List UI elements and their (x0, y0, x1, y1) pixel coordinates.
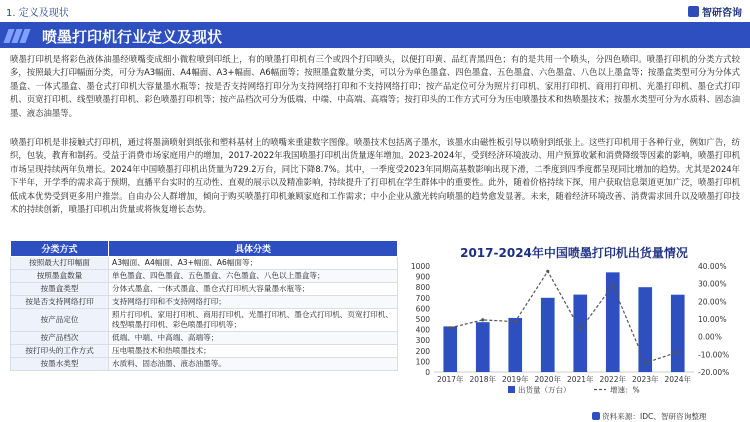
y-tick-label: 100 (415, 357, 430, 367)
legend-bar-label: 出货量（万台） (518, 385, 571, 395)
bar (541, 298, 555, 372)
bar (606, 272, 620, 372)
y-tick-label: 800 (415, 283, 430, 293)
x-tick-label: 2017年 (436, 375, 464, 384)
y2-tick-label: -10.00% (698, 350, 730, 360)
x-tick-label: 2021年 (566, 375, 594, 384)
growth-point (676, 350, 679, 353)
y-tick-label: 200 (415, 346, 430, 356)
table-header: 具体分类 (109, 241, 398, 257)
growth-point (449, 326, 452, 329)
x-tick-label: 2018年 (469, 375, 497, 384)
table-cell-value: 水质料、固态油墨、液态油墨等。 (109, 358, 398, 371)
y-tick-label: 700 (415, 293, 430, 303)
title-bar (0, 22, 750, 48)
growth-point (481, 318, 484, 321)
table-row (11, 283, 398, 296)
table-header: 分类方式 (11, 241, 109, 257)
x-tick-label: 2020年 (534, 375, 562, 384)
table-cell-category: 按产品定位 (11, 309, 109, 332)
page-title: 喷墨打印机行业定义及现状 (42, 28, 223, 46)
y-tick-label: 400 (415, 325, 430, 335)
table-cell-category: 按墨水类型 (11, 358, 109, 371)
brand-logo (688, 4, 742, 19)
y-tick-label: 300 (415, 336, 430, 346)
table-row (11, 270, 398, 283)
x-tick-label: 2023年 (631, 375, 659, 384)
legend-bar-swatch (508, 386, 515, 393)
brand-name: 智研咨询 (702, 8, 742, 19)
y-tick-label: 500 (415, 315, 430, 324)
bar (476, 322, 490, 372)
growth-point (644, 361, 647, 364)
table-cell-category: 按照最大打印幅面 (11, 257, 109, 270)
bar (671, 295, 685, 372)
table-cell-value: 支持网络打印和不支持网络打印； (109, 296, 398, 309)
growth-point (579, 328, 582, 331)
table-cell-value: 照片打印机、家用打印机、商用打印机、光墨打印机、墨仓式打印机、页宽打印机、线型喷墨打印机、彩色喷墨打印机等； (109, 309, 398, 332)
table-cell-category: 按墨盒类型 (11, 283, 109, 296)
y-tick-label: 1000 (410, 262, 430, 271)
source-icon (592, 412, 600, 420)
y-tick-label: 900 (415, 272, 430, 282)
table-cell-value: 低端、中端、中高端、高端等； (109, 332, 398, 345)
legend-line-label: 增速：% (610, 385, 640, 395)
growth-point (546, 270, 549, 273)
table-cell-category: 按是否支持网络打印 (11, 296, 109, 309)
paragraph-status: 喷墨打印机是非接触式打印机，通过将墨滴喷射到纸张和塑料基材上的喷嘴来重建数字图像。喷墨技术包括离子墨水，该墨水由磁性板引导以喷射到纸张上。这些打印机用于各种行业，例如广告，纺织，包装，教育和制药。受益于消费市场家庭用户的增加，2017-2022年我国喷墨打印机出货量逐年增加。2023-2024年，受到经济环境波动、用户预算收紧和消费降级等因素的影响，喷墨打印机市场呈现持续两年负增长。2024年中国喷墨打印机出货量为729.2万台，同比下降8.7%。其中，一季度受2023年同期高基数影响出现下滑，二季度到四季度都呈现同比增加的趋势。尤其是2024年下半年，开学季的需求高于预期，直播平台实时的互动性、直观的展示以及精准影响，持续提升了打印机在学生群体中的重要性。此外，随着价格持续下探，用户获取信息渠道更加广泛，喷墨打印机低成本优势受到更多用户推崇。自由办公人群增加，倾向于购买喷墨打印机兼顾家庭和工作需求；中小企业从激光转向喷墨的趋势愈发显著。未来，随着经济环境改善、消费需求回升以及喷墨打印技术的持续创新，喷墨打印机出货量或将恢复增长态势。 (10, 137, 740, 215)
top-bar (0, 0, 750, 22)
y2-tick-label: 30.00% (698, 279, 727, 289)
shipment-chart (404, 240, 744, 422)
bar (573, 295, 587, 372)
table-cell-category: 按产品档次 (11, 332, 109, 345)
y-tick-label: 600 (415, 304, 430, 314)
y2-tick-label: -20.00% (698, 368, 730, 377)
title-decoration-icon (6, 28, 36, 42)
y-tick-label: 0 (425, 368, 430, 377)
table-row (11, 345, 398, 358)
bar (638, 287, 652, 372)
table-row (11, 358, 398, 371)
bar (443, 326, 457, 372)
table-row (11, 332, 398, 345)
growth-point (611, 284, 614, 287)
table-row (11, 309, 398, 332)
table-cell-value: 压电喷墨技术和热喷墨技术； (109, 345, 398, 358)
table-cell-value: 分体式墨盒、一体式墨盒、墨仓式打印机大容量墨水瓶等； (109, 283, 398, 296)
table-row (11, 257, 398, 270)
y2-tick-label: 10.00% (698, 315, 727, 324)
chart-svg (404, 240, 744, 412)
source-note (592, 411, 707, 422)
source-text: 资料来源：IDC、智研咨询整理 (602, 412, 707, 421)
y2-tick-label: 0.00% (698, 332, 722, 342)
brand-icon (688, 6, 699, 17)
classification-table (10, 240, 398, 371)
growth-point (514, 320, 517, 323)
y2-tick-label: 20.00% (698, 297, 727, 307)
table-cell-category: 按打印头的工作方式 (11, 345, 109, 358)
table-cell-category: 按照墨盒数量 (11, 270, 109, 283)
paragraph-definition: 喷墨打印机是将彩色液体油墨经喷嘴变成细小微粒喷到印纸上，有的喷墨打印机有三个或四个打印喷头，以便打印黄、品红青黑四色；有的是共用一个喷头，分四色喷印。喷墨打印机的分类方式较多，按照最大打印幅面分类，可分为A3幅面、A4幅面、A3+幅面、A6幅面等；按照墨盒数量分类，可以分为单色墨盒、四色墨盒、五色墨盒、六色墨盒、八色以上墨盒等；按墨盒类型可分为分体式墨盒、一体式墨盒、墨仓式打印机大容量墨水瓶等；按是否支持网络打印分为支持网络打印和不支持网络打印；按产品定位可分为照片打印机、家用打印机、商用打印机、光墨打印机、墨仓式打印机、页宽打印机、线型喷墨打印机、彩色喷墨打印机等；按产品档次可分为低端、中端、中高端、高端等；按打印头的工作方式可分为压电喷墨技术和热喷墨技术；按墨水类型可分为水质料、固态油墨、液态油墨等。 (10, 54, 740, 118)
chart-title: 2017-2024年中国喷墨打印机出货量情况 (460, 246, 688, 260)
bar (508, 318, 522, 372)
x-tick-label: 2024年 (664, 375, 692, 384)
table-cell-value: 单色墨盒、四色墨盒、五色墨盒、六色墨盒、八色以上墨盒等； (109, 270, 398, 283)
x-tick-label: 2022年 (599, 375, 627, 384)
table-cell-value: A3幅面、A4幅面、A3+幅面、A6幅面等； (109, 257, 398, 270)
breadcrumb: 1. 定义及现状 (6, 8, 69, 19)
x-tick-label: 2019年 (501, 375, 529, 384)
y2-tick-label: 40.00% (698, 262, 727, 271)
table-row (11, 296, 398, 309)
